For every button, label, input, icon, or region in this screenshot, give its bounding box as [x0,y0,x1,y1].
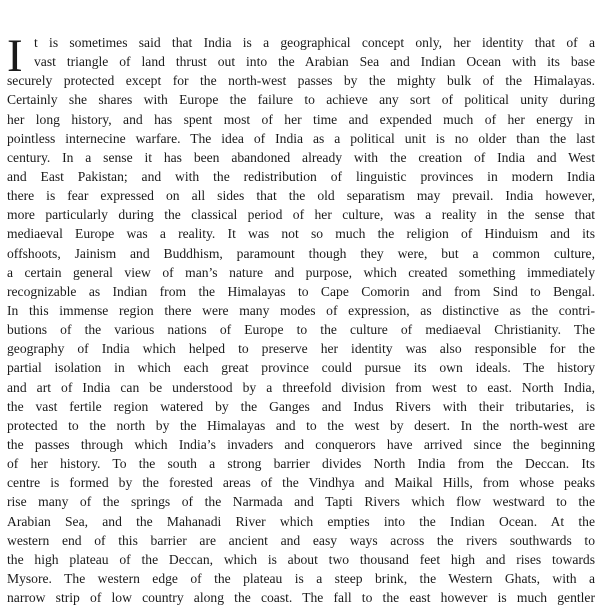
text-line: pointless internecine warfare. The idea of India as a political unit is no older than the last [7,130,595,146]
text-line: geography of India which helped to preserve her identity was also responsible for the [7,341,595,357]
text-line: mediaeval Europe was a reality. It was not so much the religion of Hinduism and its [7,226,595,242]
text-line: In this immense region there were many modes of expression, as distinctive as the contri- [7,302,595,318]
text-line: Certainly she shares with Europe the failure to achieve any sort of political unity during [7,92,595,108]
text-line: butions of the various nations of Europe to the culture of mediaeval Christianity. The [7,322,595,338]
text-line: of her history. To the south a strong barrier divides North India from the Deccan. Its [7,456,595,472]
drop-cap: I [7,30,23,82]
text-line: her long history, and has spent most of her time and expended much of her energy in [7,111,595,127]
text-line: western end of this barrier are ancient and easy ways across the rivers southwards to [7,532,595,548]
text-line: a certain general view of man’s nature and purpose, which created something immediately [7,264,595,280]
text-line: rise many of the springs of the Narmada and Tapti Rivers which flow westward to the [7,494,595,510]
body-paragraph [7,30,595,607]
text-line: securely protected except for the north-west passes by the mighty bulk of the Himalayas. [7,73,595,89]
text-line: t is sometimes said that India is a geographical concept only, her identity that of a [34,35,595,50]
text-line: there is fear expressed on all sides that the old separatism may prevail. India however, [7,188,595,204]
text-line: Mysore. The western edge of the plateau is a steep brink, the Western Ghats, with a [7,570,595,586]
text-line: protected to the north by the Himalayas and to the west by desert. In the north-west are [7,417,595,433]
text-line: partial isolation in which each great province could pursue its own ideals. The history [7,360,595,376]
text-line: and East Pakistan; and with the redistribution of linguistic provinces in modern India [7,168,595,184]
text-line: the high plateau of the Deccan, which is about two thousand feet high and rises towards [7,551,595,567]
text-line: Arabian Sea, and the Mahanadi River which empties into the Indian Ocean. At the [7,513,595,529]
text-line: offshoots, Jainism and Buddhism, paramount though they were, but a common culture, [7,245,595,261]
text-line: century. In a sense it has been abandoned already with the creation of India and West [7,149,595,165]
text-line: and art of India can be understood by a threefold division from west to east. North India, [7,379,595,395]
text-line: more particularly during the classical period of her culture, was a reality in the sense that [7,207,595,223]
text-line: vast triangle of land thrust out into the Arabian Sea and Indian Ocean with its base [34,54,595,70]
text-line: the passes through which India’s invaders and conquerors have arrived since the beginning [7,436,595,452]
text-line: recognizable as Indian from the Himalayas to Cape Comorin and from Sind to Bengal. [7,283,595,299]
text-line: the vast fertile region watered by the Ganges and Indus Rivers with their tributaries, is [7,398,595,414]
text-line: narrow strip of low country along the coast. The fall to the east however is much gentler [7,590,595,606]
text-line: centre is formed by the forested areas of the Vindhya and Maikal Hills, from whose peaks [7,475,595,491]
